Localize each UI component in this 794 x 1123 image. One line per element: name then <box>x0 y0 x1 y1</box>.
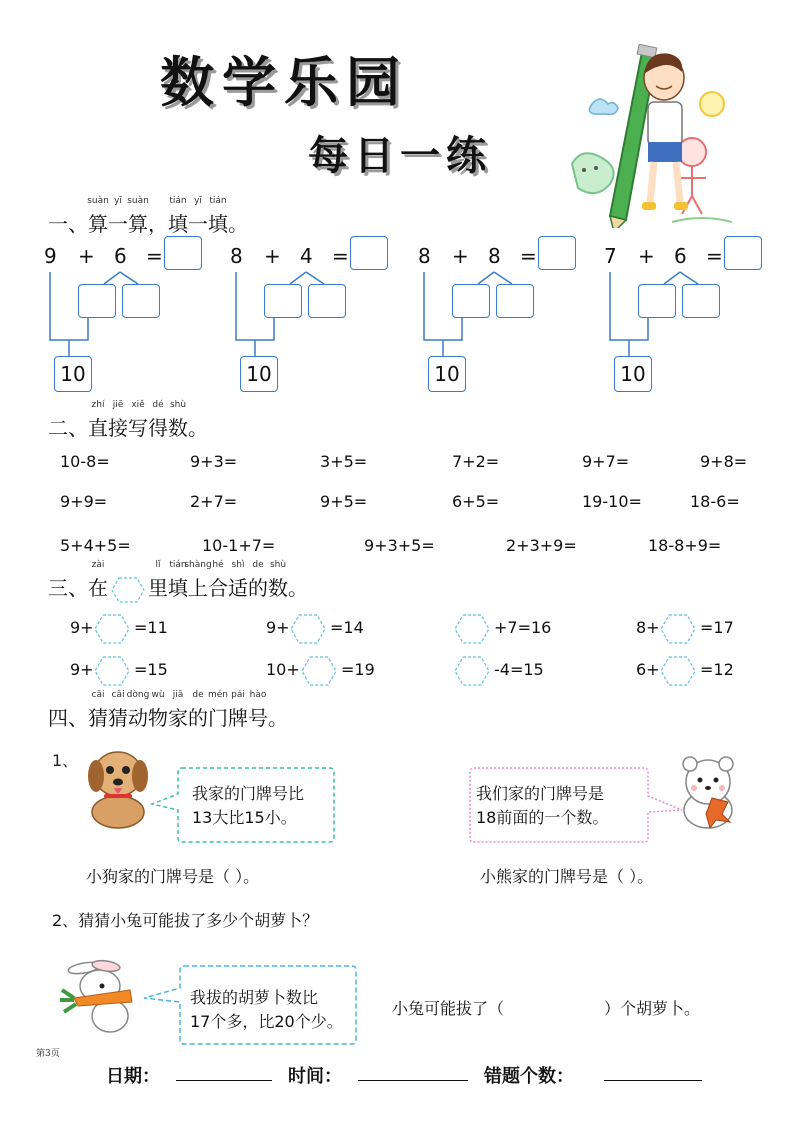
pinyin: dòng <box>126 690 150 700</box>
math-problem: 9+9= <box>60 492 108 511</box>
title-char: dòng 动 <box>126 690 150 730</box>
math-problem: 9+5= <box>320 492 368 511</box>
equals-sign: = <box>146 244 163 268</box>
equals-sign: = <box>332 244 349 268</box>
pinyin: suàn <box>87 196 109 206</box>
hexagon-answer-box[interactable] <box>454 614 490 644</box>
title-char: shù 数 <box>168 400 188 440</box>
plus-sign: + <box>638 244 655 268</box>
pinyin: hé <box>212 560 224 570</box>
math-problem: 7+2= <box>452 452 500 471</box>
fill-suffix: -4=15 <box>494 660 544 679</box>
title-char: tián 填 <box>208 196 228 236</box>
section-3-heading <box>48 560 308 604</box>
pinyin: dé <box>152 400 164 410</box>
decompose-lines <box>230 268 360 358</box>
title-char: zhí 直 <box>88 400 108 440</box>
addend-b: 6 <box>674 244 687 268</box>
fill-suffix: =14 <box>330 618 364 637</box>
addend-a: 7 <box>604 244 617 268</box>
math-problem: 5+4+5= <box>60 536 131 555</box>
ten-box: 10 <box>240 356 278 392</box>
answer-box[interactable] <box>164 236 202 270</box>
title-char: 。 <box>228 212 248 236</box>
math-problem: 19-10= <box>582 492 642 511</box>
plus-sign: + <box>78 244 95 268</box>
title-char: tián 填 <box>168 196 188 236</box>
title-char: de 的 <box>248 560 268 600</box>
title-char: de 的 <box>188 690 208 730</box>
ten-box: 10 <box>54 356 92 392</box>
time-label: 时间： <box>288 1066 342 1087</box>
pinyin: zài <box>91 560 105 570</box>
fill-prefix: 8+ <box>636 618 660 637</box>
pinyin: de <box>252 560 264 570</box>
section-2-heading <box>48 400 208 441</box>
bear-illustration <box>672 752 744 832</box>
fill-prefix: 9+ <box>70 618 94 637</box>
pinyin: pái <box>231 690 245 700</box>
pinyin: yī <box>194 196 202 206</box>
addend-b: 8 <box>488 244 501 268</box>
section-4-heading <box>48 690 288 731</box>
title-char: suàn 算 <box>127 196 149 236</box>
pinyin: zhí <box>91 400 105 410</box>
decompose-lines <box>44 268 174 358</box>
rabbit-answer-post: ）个胡萝卜。 <box>604 999 701 1018</box>
errors-label: 错题个数： <box>484 1066 574 1087</box>
title-char: 。 <box>288 576 308 600</box>
title-char: lǐ 里 <box>148 560 168 600</box>
time-blank[interactable] <box>358 1080 468 1081</box>
pinyin: yī <box>114 196 122 206</box>
errors-blank[interactable] <box>604 1080 702 1081</box>
hexagon-answer-box[interactable] <box>94 656 130 686</box>
title-char: dé 得 <box>148 400 168 440</box>
section-4-number: 四、 <box>48 706 88 730</box>
addend-b: 4 <box>300 244 313 268</box>
title-char: shù 数 <box>268 560 288 600</box>
plus-sign: + <box>452 244 469 268</box>
fill-suffix: +7=16 <box>494 618 552 637</box>
title-char: hào 号 <box>248 690 268 730</box>
fill-prefix: 9+ <box>266 618 290 637</box>
addend-a: 8 <box>230 244 243 268</box>
pinyin: suàn <box>127 196 149 206</box>
pinyin: mén <box>207 690 229 700</box>
pinyin: cāi <box>111 690 125 700</box>
fill-suffix: =12 <box>700 660 734 679</box>
date-blank[interactable] <box>176 1080 272 1081</box>
equals-sign: = <box>520 244 537 268</box>
math-problem: 3+5= <box>320 452 368 471</box>
pinyin: tián <box>209 196 227 206</box>
plus-sign: + <box>264 244 281 268</box>
addend-a: 8 <box>418 244 431 268</box>
pinyin: lǐ <box>155 560 161 570</box>
pinyin: xiě <box>131 400 145 410</box>
dog-bubble-text: 我家的门牌号比 13大比15小。 <box>192 784 305 827</box>
rabbit-with-carrot-illustration <box>54 958 144 1038</box>
rabbit-bubble-text: 我拔的胡萝卜数比 17个多，比20个少。 <box>190 988 343 1031</box>
pinyin: shù <box>169 400 187 410</box>
pinyin: de <box>192 690 204 700</box>
equals-sign: = <box>706 244 723 268</box>
title-char: pái 牌 <box>228 690 248 730</box>
fill-suffix: =17 <box>700 618 734 637</box>
math-problem: 2+3+9= <box>506 536 577 555</box>
fill-suffix: =15 <box>134 660 168 679</box>
title-char: shàng 上 <box>184 560 212 600</box>
pinyin: tián <box>169 196 187 206</box>
page-title: 数学乐园 <box>160 51 408 114</box>
math-problem: 9+8= <box>700 452 748 471</box>
pinyin: jiā <box>172 690 184 700</box>
hexagon-answer-box[interactable] <box>94 614 130 644</box>
fill-prefix: 10+ <box>266 660 300 679</box>
math-problem: 9+3= <box>190 452 238 471</box>
bear-answer: 小熊家的门牌号是（ ）。 <box>480 867 654 886</box>
hexagon-answer-box[interactable] <box>290 614 326 644</box>
section-2-title <box>88 400 208 440</box>
math-problem: 18-8+9= <box>648 536 722 555</box>
answer-box[interactable] <box>350 236 388 270</box>
pinyin: hào <box>249 690 267 700</box>
question-1-label: 1、 <box>52 751 79 770</box>
pinyin: jiē <box>112 400 124 410</box>
section-1-title <box>87 196 248 236</box>
hexagon-answer-box[interactable] <box>301 656 337 686</box>
pinyin: shì <box>231 560 245 570</box>
pinyin: tián <box>169 560 187 570</box>
addend-b: 6 <box>114 244 127 268</box>
section-4-title <box>88 690 288 730</box>
hexagon-answer-box[interactable] <box>660 656 696 686</box>
math-problem: 10-1+7= <box>202 536 276 555</box>
section-3-number: 三、 <box>48 576 88 600</box>
hexagon-answer-box[interactable] <box>454 656 490 686</box>
dog-answer: 小狗家的门牌号是（ ）。 <box>86 867 260 886</box>
decompose-lines <box>418 268 548 358</box>
addend-a: 9 <box>44 244 57 268</box>
title-char: yī 一 <box>188 196 208 236</box>
answer-box[interactable] <box>538 236 576 270</box>
section-1-heading <box>48 196 248 237</box>
fill-prefix: 6+ <box>636 660 660 679</box>
pinyin: wù <box>151 690 165 700</box>
title-char: zài 在 <box>88 560 108 600</box>
hexagon-icon <box>110 576 146 604</box>
bear-bubble-text: 我们家的门牌号是 18前面的一个数。 <box>476 784 609 827</box>
pinyin: shù <box>269 560 287 570</box>
question-2: 2、猜猜小兔可能拔了多少个胡萝卜？ <box>52 911 319 930</box>
title-char: 。 <box>188 416 208 440</box>
title-char: ， <box>148 212 168 236</box>
title-char: 。 <box>268 706 288 730</box>
title-char: hé 合 <box>208 560 228 600</box>
section-2-number: 二、 <box>48 416 88 440</box>
rabbit-answer-pre: 小兔可能拔了（ <box>392 999 505 1018</box>
title-char: yī 一 <box>108 196 128 236</box>
page-subtitle: 每日一练 <box>308 133 492 179</box>
fill-suffix: =11 <box>134 618 168 637</box>
title-char: jiā 家 <box>168 690 188 730</box>
math-problem: 2+7= <box>190 492 238 511</box>
section-1-number: 一、 <box>48 212 88 236</box>
title-char: tián 填 <box>168 560 188 600</box>
decompose-lines <box>604 268 734 358</box>
title-char: xiě 写 <box>128 400 148 440</box>
page-number: 第3页 <box>36 1049 60 1059</box>
title-char: jiē 接 <box>108 400 128 440</box>
date-label: 日期： <box>106 1066 160 1087</box>
ten-box: 10 <box>428 356 466 392</box>
boy-with-pencil-illustration <box>552 44 732 228</box>
math-problem: 9+3+5= <box>364 536 435 555</box>
title-char: mén 门 <box>207 690 229 730</box>
fill-prefix: 9+ <box>70 660 94 679</box>
math-problem: 9+7= <box>582 452 630 471</box>
fill-suffix: =19 <box>341 660 375 679</box>
pinyin: shàng <box>184 560 212 570</box>
hexagon-answer-box[interactable] <box>660 614 696 644</box>
title-char: wù 物 <box>148 690 168 730</box>
ten-box: 10 <box>614 356 652 392</box>
math-problem: 10-8= <box>60 452 110 471</box>
answer-box[interactable] <box>724 236 762 270</box>
title-char: cāi 猜 <box>88 690 108 730</box>
math-problem: 18-6= <box>690 492 740 511</box>
pinyin: cāi <box>91 690 105 700</box>
math-problem: 6+5= <box>452 492 500 511</box>
title-char: shì 适 <box>228 560 248 600</box>
title-char: cāi 猜 <box>108 690 128 730</box>
title-char: suàn 算 <box>87 196 109 236</box>
